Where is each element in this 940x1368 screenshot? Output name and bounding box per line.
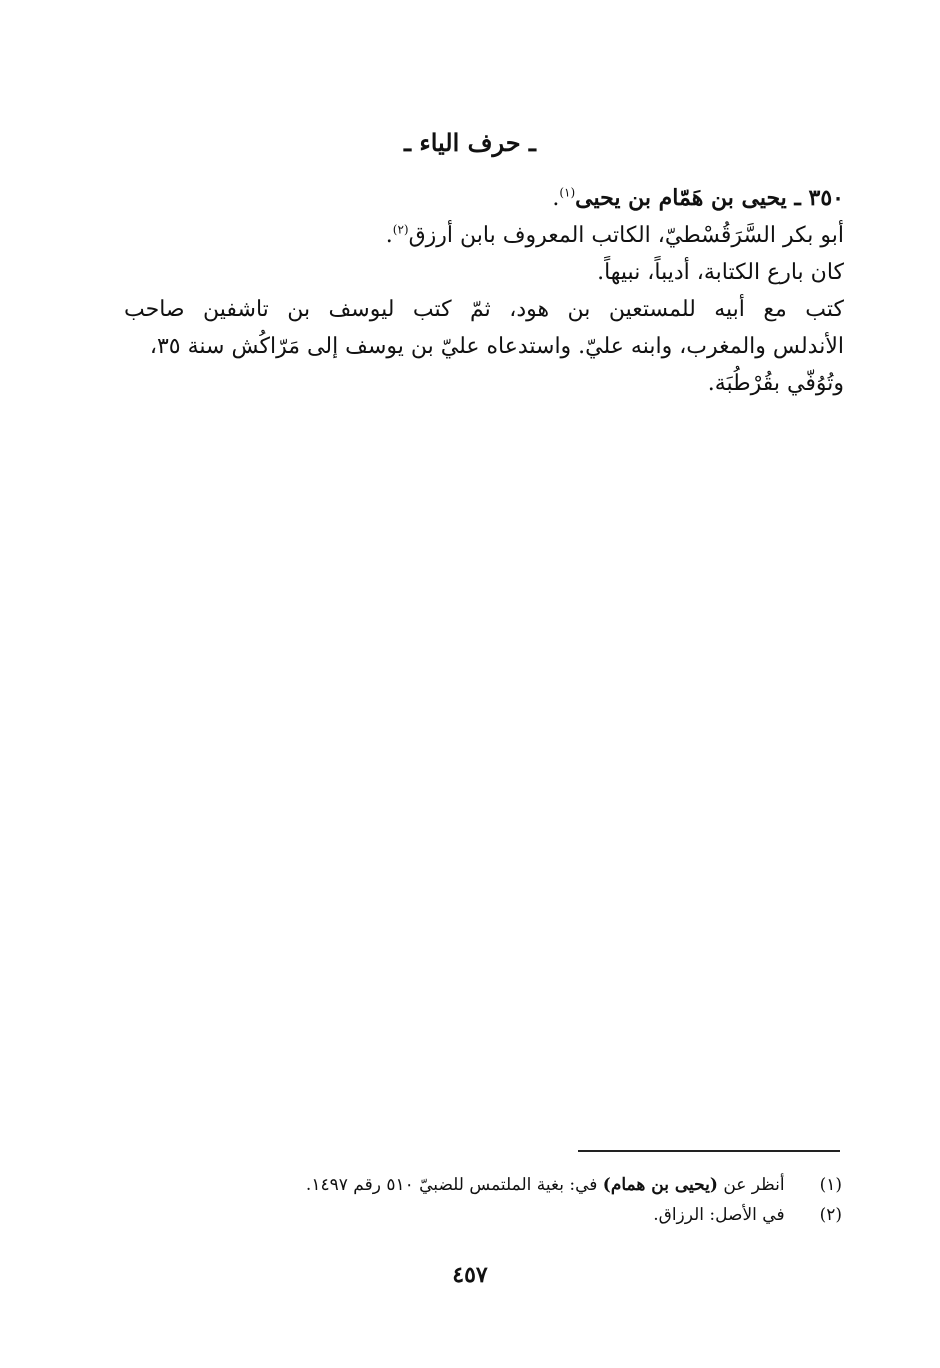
entry-title: ٣٥٠ ـ يحيى بن هَمّام بن يحيى [575, 185, 844, 211]
footnote-1 [242, 1170, 842, 1200]
footnote-2-text: في الأصل: الرزاق. [653, 1205, 785, 1225]
entry-title-line [124, 180, 844, 217]
footnote-ref-1: (١) [559, 185, 576, 200]
entry-line-4: الأندلس والمغرب، وابنه عليّ. واستدعاه عليّ بن يوسف إلى مَرّاكُش سنة ٣٥، [149, 334, 844, 359]
footnote-2-number: (٢) [819, 1205, 842, 1225]
page-number: ٤٥٧ [452, 1262, 488, 1288]
footnote-1-prefix: أنظر عن [723, 1175, 785, 1195]
footnotes [242, 1170, 842, 1230]
footnote-1-text: في: بغية الملتمس للضبيّ ٥١٠ رقم ١٤٩٧. [305, 1175, 598, 1195]
footnote-2 [242, 1200, 842, 1230]
footnote-1-number: (١) [819, 1175, 842, 1195]
entry-line-2: كان بارع الكتابة، أديباً، نبيهاً. [597, 260, 844, 285]
entry-line-1-text: أبو بكر السَّرَقُسْطيّ، الكاتب المعروف بابن أرزق [408, 223, 844, 248]
biography-entry [124, 180, 844, 402]
footnote-divider [578, 1150, 840, 1152]
footnote-1-bold: (يحيى بن همام) [602, 1175, 718, 1195]
entry-title-period: . [552, 186, 560, 211]
chapter-heading: ـ حرف الياء ـ [404, 128, 536, 157]
entry-line-3: كتب مع أبيه للمستعين بن هود، ثمّ كتب ليوسف بن تاشفين صاحب [124, 297, 844, 322]
entry-line-5: وتُوُفّي بقُرْطُبَة. [707, 371, 844, 396]
entry-line-1 [124, 217, 844, 254]
footnote-ref-2: (٢) [392, 222, 409, 237]
entry-line-1-period: . [385, 223, 393, 248]
